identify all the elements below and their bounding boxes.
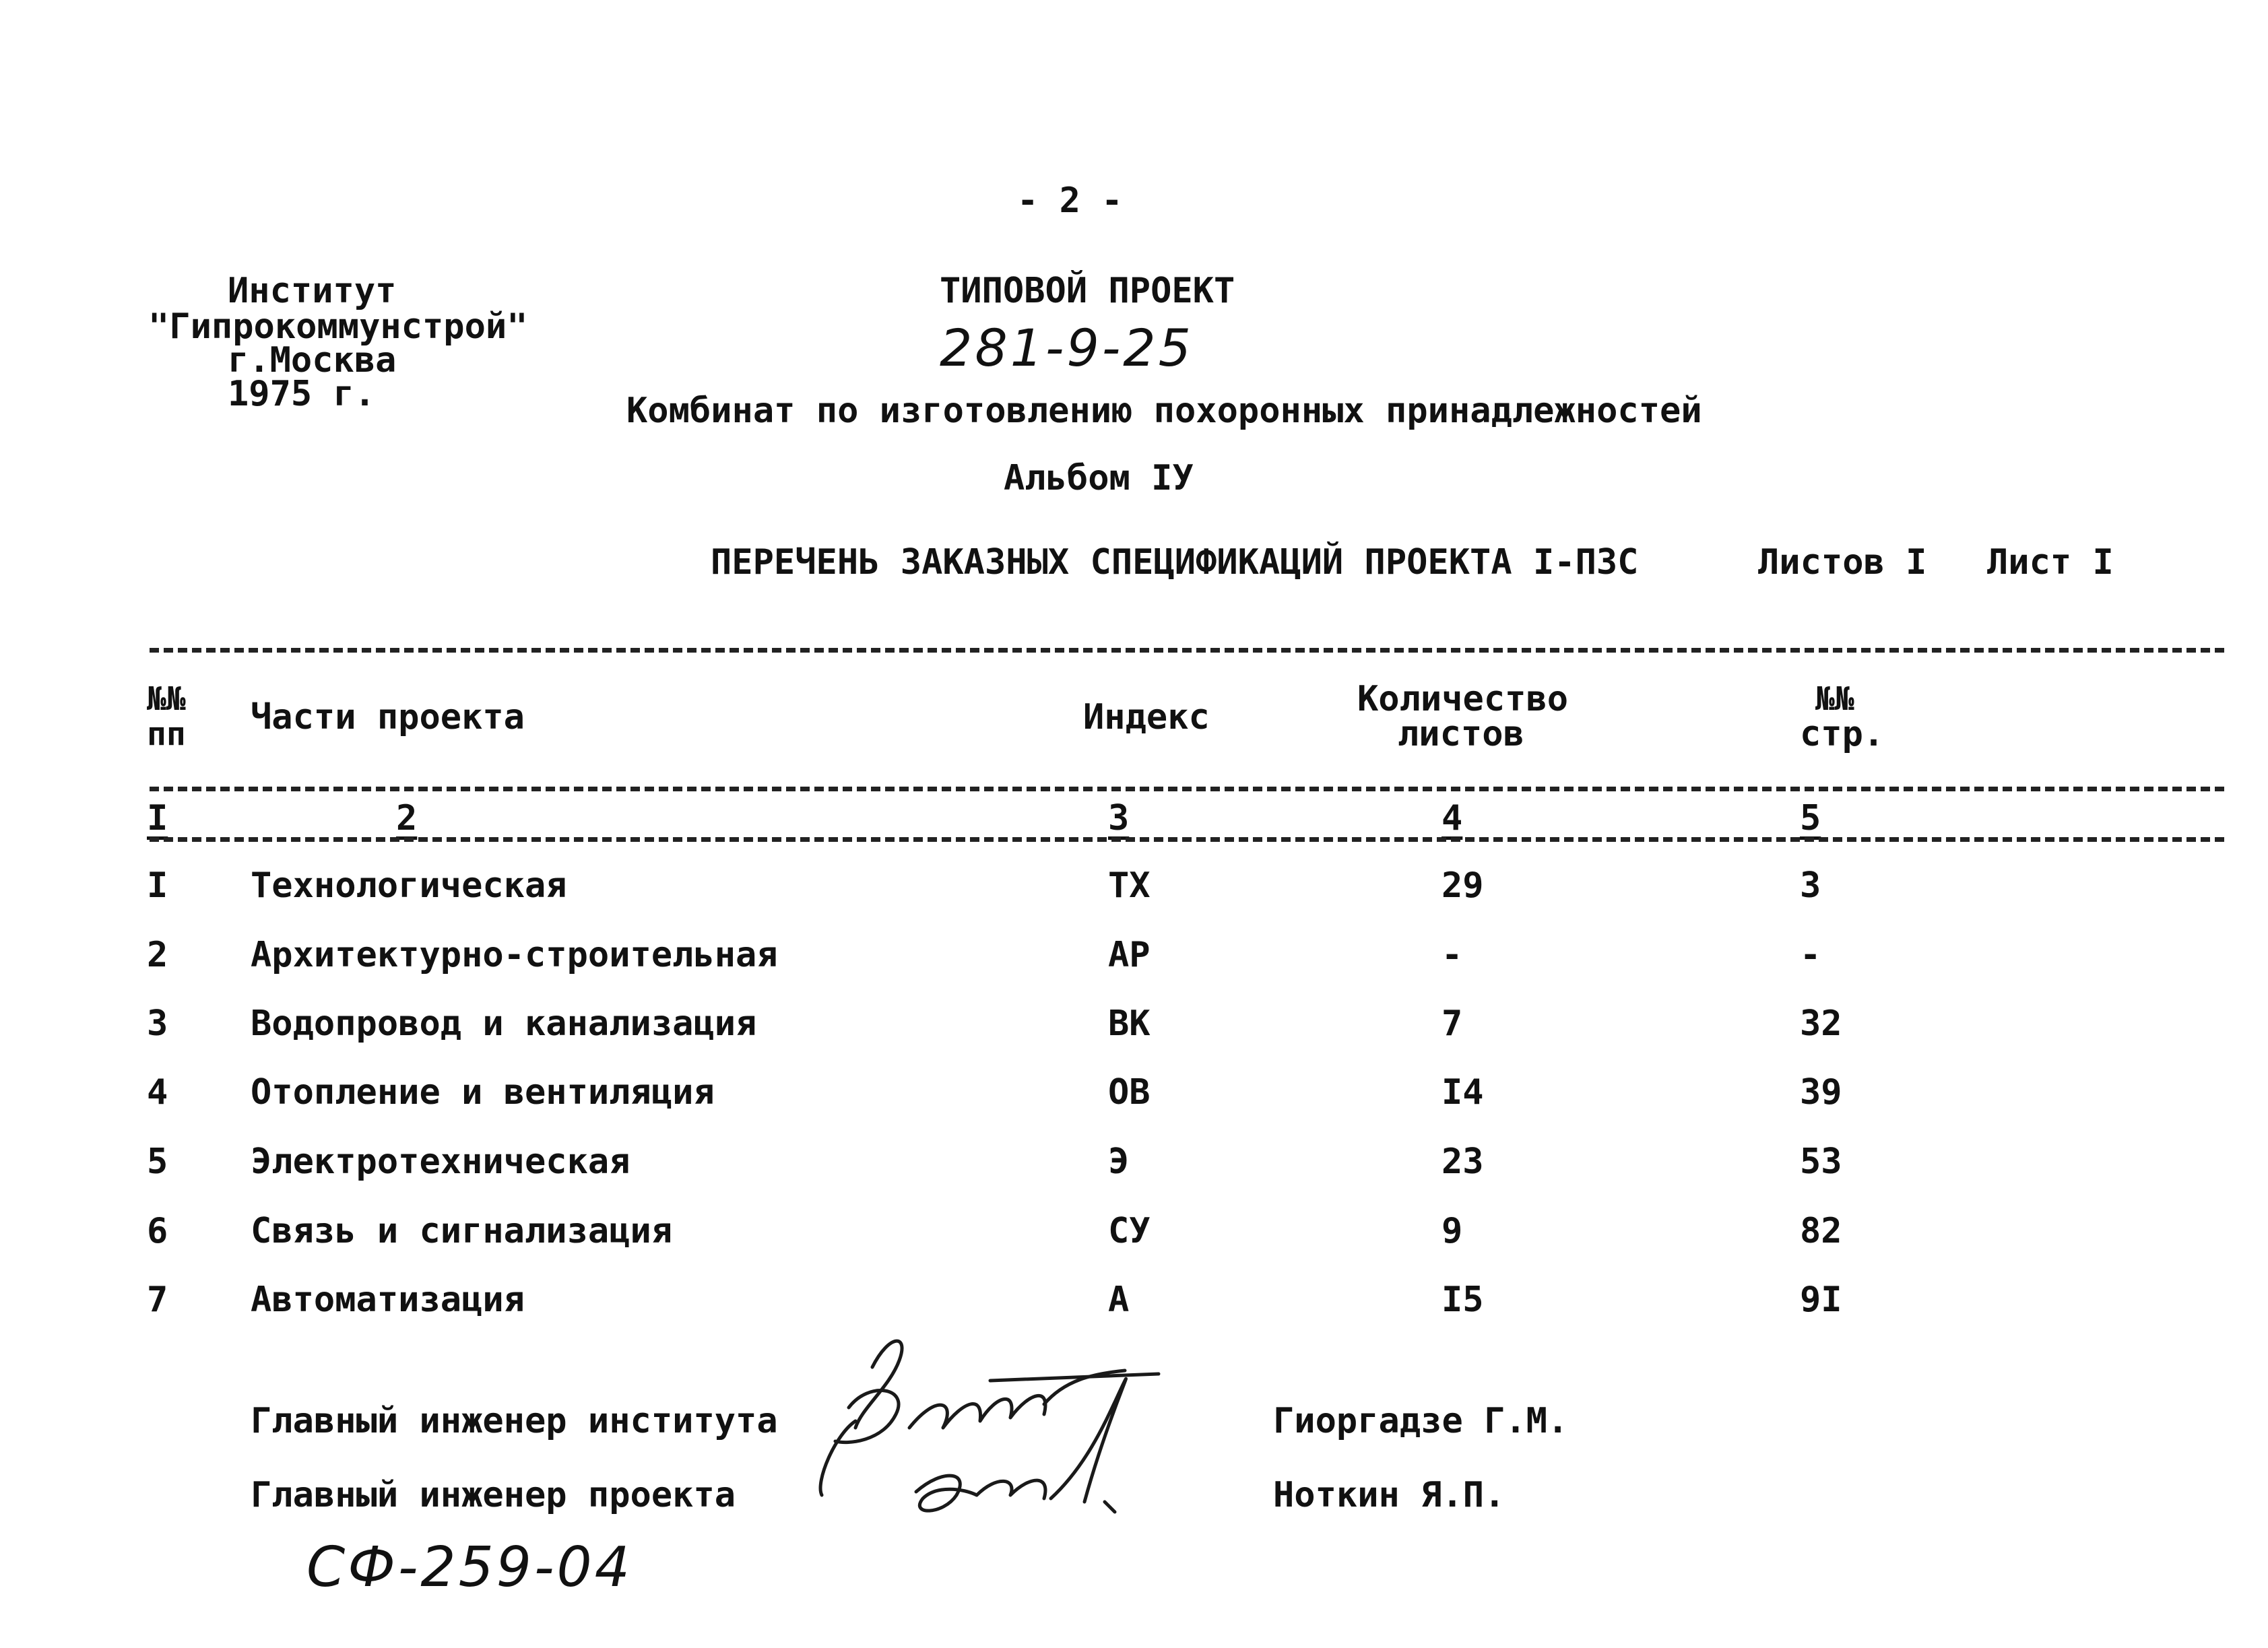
row-count: 7: [1441, 1003, 1463, 1044]
header-count-line1: Количество: [1357, 679, 1569, 719]
institute-city: г.Москва: [228, 340, 397, 381]
project-name: Комбинат по изготовлению похоронных принадлежностей: [626, 391, 1702, 431]
row-part: Отопление и вентиляция: [251, 1072, 715, 1113]
handwritten-signature-image: [808, 1327, 1186, 1529]
row-count: 23: [1441, 1142, 1484, 1182]
row-count: 9: [1441, 1211, 1463, 1251]
sheet-current: Лист I: [1987, 542, 2114, 583]
row-number: 2: [147, 935, 168, 975]
table-top-rule: [150, 648, 2224, 653]
row-page: -: [1800, 935, 1821, 975]
institute-year: 1975 г.: [228, 374, 376, 414]
row-part: Водопровод и канализация: [251, 1003, 757, 1044]
row-page: 3: [1800, 865, 1821, 906]
row-count: -: [1441, 935, 1463, 975]
row-number: I: [147, 865, 168, 906]
row-index: ТХ: [1108, 865, 1151, 906]
header-page-line1: №№: [1815, 680, 1854, 718]
col-number: 2: [396, 798, 418, 838]
chief-institute-label: Главный инженер института: [251, 1401, 778, 1441]
row-page: 9I: [1800, 1280, 1842, 1320]
row-number: 5: [147, 1142, 168, 1182]
row-index: ВК: [1108, 1003, 1151, 1044]
row-part: Электротехническая: [251, 1142, 630, 1182]
header-index: Индекс: [1083, 697, 1210, 737]
row-part: Технологическая: [251, 865, 567, 906]
header-count-line2: листов: [1398, 714, 1524, 754]
row-number: 3: [147, 1003, 168, 1044]
row-part: Архитектурно-строительная: [251, 935, 778, 975]
sheets-total: Листов I: [1758, 542, 1927, 583]
album-label: Альбом IУ: [1004, 458, 1194, 498]
chief-project-name: Ноткин Я.П.: [1273, 1475, 1505, 1515]
row-number: 7: [147, 1280, 168, 1320]
institute-name: "Гипрокоммунстрой": [148, 306, 528, 347]
page-number: - 2 -: [1017, 180, 1123, 221]
col-number: 5: [1800, 798, 1821, 838]
col-number: 4: [1441, 798, 1463, 838]
header-num-line2: пп: [147, 715, 186, 753]
table-columns-rule: [150, 837, 2224, 842]
row-number: 4: [147, 1072, 168, 1113]
row-index: АР: [1108, 935, 1151, 975]
header-part: Части проекта: [251, 697, 525, 737]
row-count: I5: [1441, 1280, 1484, 1320]
chief-institute-name: Гиоргадзе Г.М.: [1273, 1401, 1569, 1441]
institute-label: Институт: [228, 271, 397, 311]
col-number: I: [147, 798, 168, 838]
row-index: СУ: [1108, 1211, 1151, 1251]
row-index: Э: [1108, 1142, 1130, 1182]
project-number-handwritten: 281-9-25: [940, 318, 1194, 378]
row-page: 32: [1800, 1003, 1842, 1044]
header-page-line2: стр.: [1800, 714, 1885, 754]
row-index: ОВ: [1108, 1072, 1151, 1113]
row-page: 39: [1800, 1072, 1842, 1113]
row-page: 82: [1800, 1211, 1842, 1251]
list-title: ПЕРЕЧЕНЬ ЗАКАЗНЫХ СПЕЦИФИКАЦИЙ ПРОЕКТА I-ПЗС: [711, 542, 1639, 583]
col-number: 3: [1108, 798, 1130, 838]
row-page: 53: [1800, 1142, 1842, 1182]
row-count: 29: [1441, 865, 1484, 906]
row-part: Связь и сигнализация: [251, 1211, 673, 1251]
chief-project-label: Главный инженер проекта: [251, 1475, 736, 1515]
row-count: I4: [1441, 1072, 1484, 1113]
header-num-line1: №№: [147, 680, 186, 718]
row-number: 6: [147, 1211, 168, 1251]
table-header-rule: [150, 787, 2224, 791]
project-type-label: ТИПОВОЙ ПРОЕКТ: [940, 271, 1235, 311]
archive-code-handwritten: СФ-259-04: [306, 1536, 633, 1600]
row-part: Автоматизация: [251, 1280, 525, 1320]
row-index: А: [1108, 1280, 1130, 1320]
